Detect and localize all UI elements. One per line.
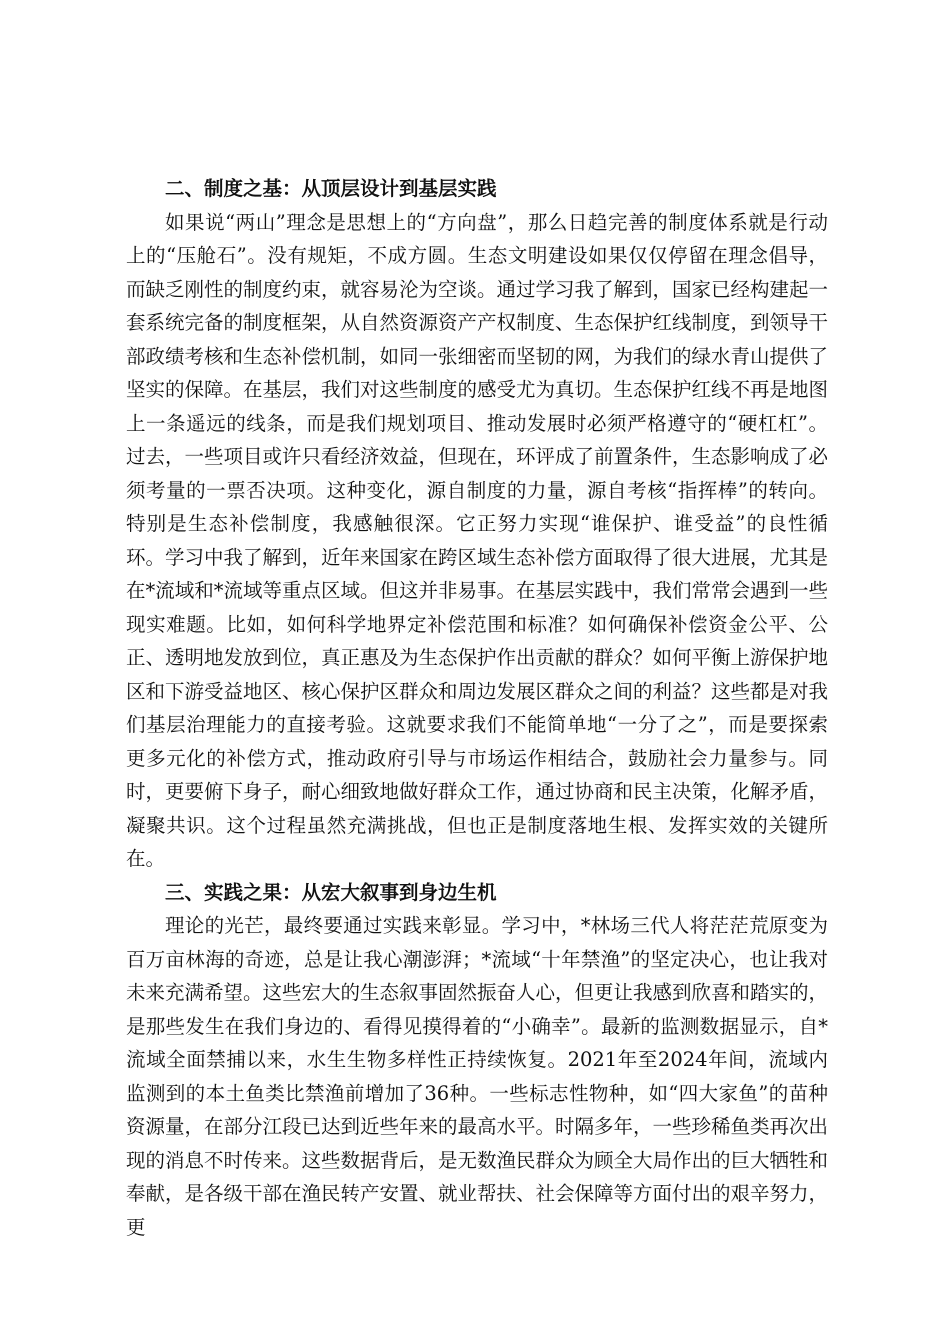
section-heading-practice: 三、实践之果：从宏大叙事到身边生机 — [165, 880, 497, 904]
document-body — [126, 172, 828, 1244]
section-paragraph-institution: 如果说“两山”理念是思想上的“方向盘”，那么日趋完善的制度体系就是行动上的“压舱石”。没有规矩，不成方圆。生态文明建设如果仅仅停留在理念倡导，而缺乏刚性的制度约束，就容易沦为空谈。通过学习我了解到，国家已经构建起一套系统完备的制度框架，从自然资源资产产权制度、生态保护红线制度，到领导干部政绩考核和生态补偿机制，如同一张细密而坚韧的网，为我们的绿水青山提供了坚实的保障。在基层，我们对这些制度的感受尤为真切。生态保护红线不再是地图上一条遥远的线条，而是我们规划项目、推动发展时必须严格遵守的“硬杠杠”。过去，一些项目或许只看经济效益，但现在，环评成了前置条件，生态影响成了必须考量的一票否决项。这种变化，源自制度的力量，源自考核“指挥棒”的转向。特别是生态补偿制度，我感触很深。它正努力实现“谁保护、谁受益”的良性循环。学习中我了解到，近年来国家在跨区域生态补偿方面取得了很大进展，尤其是在*流域和*流域等重点区域。但这并非易事。在基层实践中，我们常常会遇到一些现实难题。比如，如何科学地界定补偿范围和标准？如何确保补偿资金公平、公正、透明地发放到位，真正惠及为生态保护作出贡献的群众？如何平衡上游保护地区和下游受益地区、核心保护区群众和周边发展区群众之间的利益？这些都是对我们基层治理能力的直接考验。这就要求我们不能简单地“一分了之”，而是要探索更多元化的补偿方式，推动政府引导与市场运作相结合，鼓励社会力量参与。同时，更要俯下身子，耐心细致地做好群众工作，通过协商和民主决策，化解矛盾，凝聚共识。这个过程虽然充满挑战，但也正是制度落地生根、发挥实效的关键所在。 — [126, 210, 829, 870]
section-paragraph-practice: 理论的光芒，最终要通过实践来彰显。学习中，*林场三代人将茫茫荒原变为百万亩林海的奇迹，总是让我心潮澎湃；*流域“十年禁渔”的坚定决心，也让我对未来充满希望。这些宏大的生态叙事固然振奋人心，但更让我感到欣喜和踏实的，是那些发生在我们身边的、看得见摸得着的“小确幸”。最新的监测数据显示，自*流域全面禁捕以来，水生生物多样性正持续恢复。2021年至2024年间，流域内监测到的本土鱼类比禁渔前增加了36种。一些标志性物种，如“四大家鱼”的苗种资源量，在部分江段已达到近些年来的最高水平。时隔多年，一些珍稀鱼类再次出现的消息不时传来。这些数据背后，是无数渔民群众为顾全大局作出的巨大牺牲和奉献，是各级干部在渔民转产安置、就业帮扶、社会保障等方面付出的艰辛努力，更 — [126, 914, 829, 1239]
section-heading-institution: 二、制度之基：从顶层设计到基层实践 — [165, 177, 497, 200]
